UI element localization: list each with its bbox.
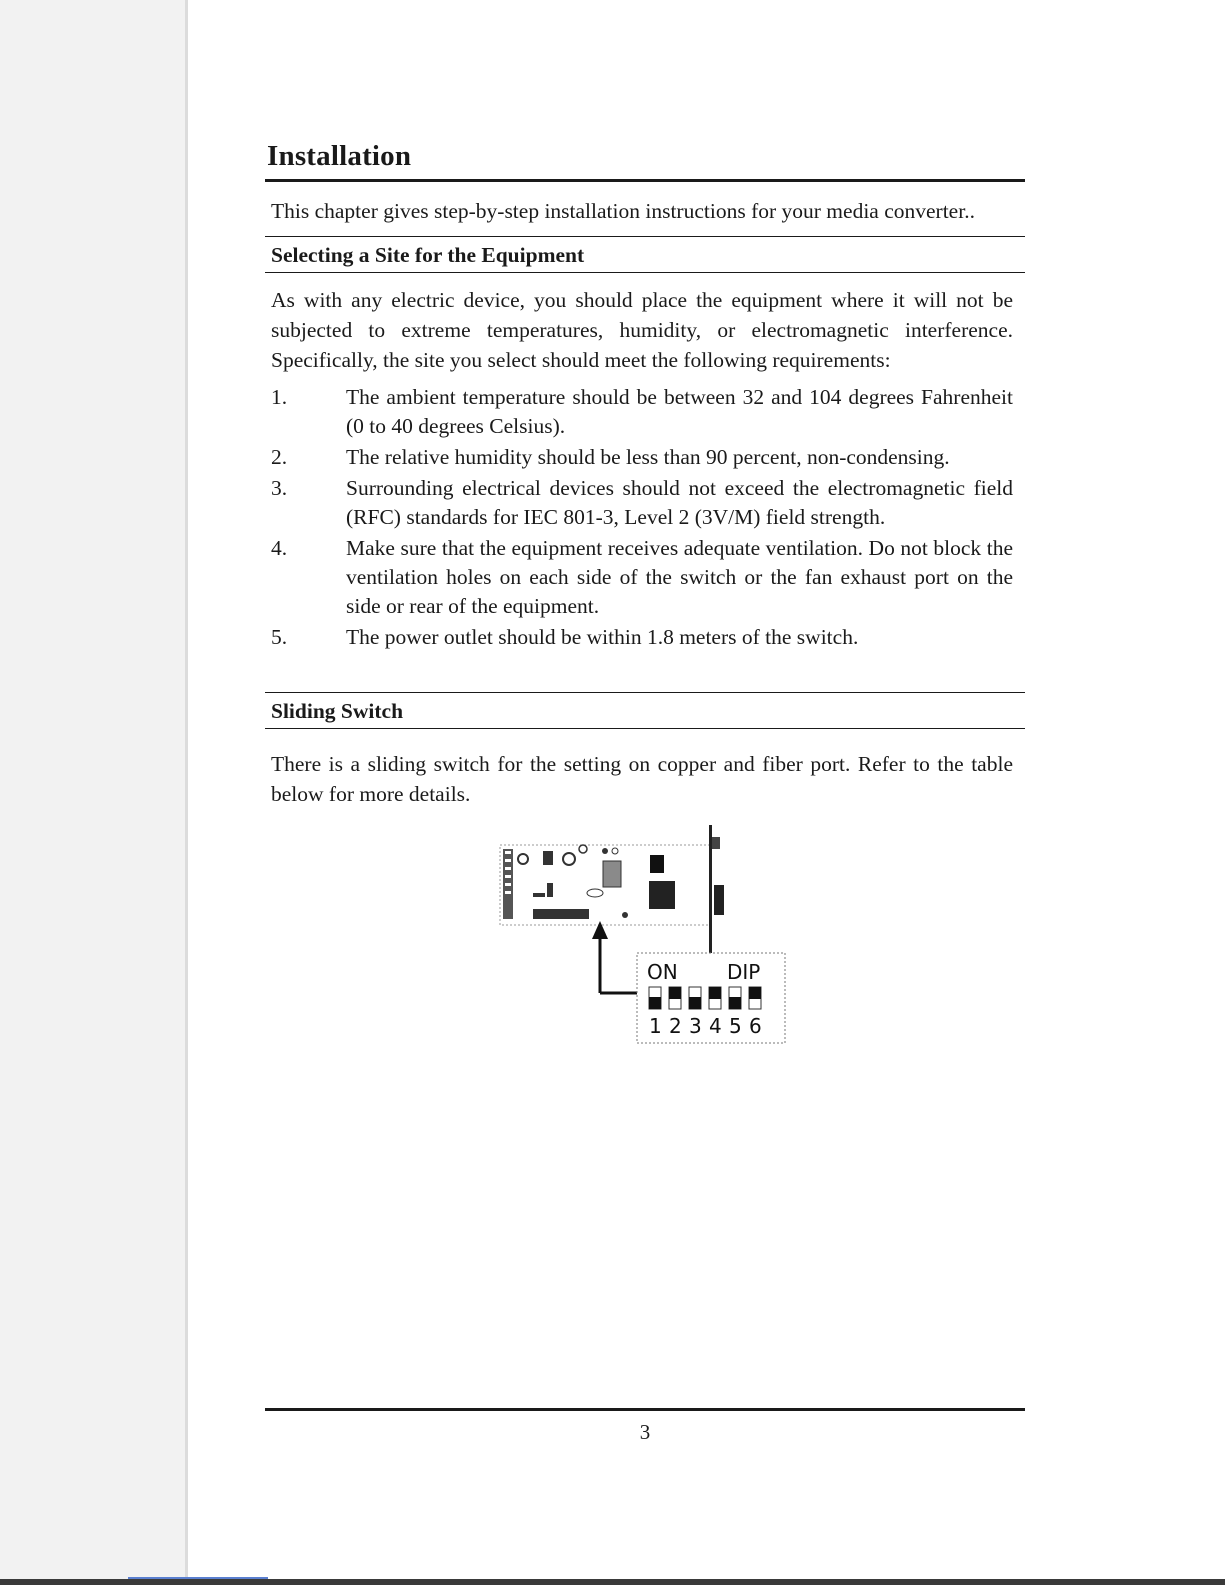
list-item [271, 383, 1013, 441]
document-page [265, 140, 1025, 1444]
section-rule-bottom [265, 272, 1025, 273]
bottom-scan-bar [0, 1579, 1225, 1585]
chip [603, 861, 621, 887]
list-item [271, 534, 1013, 621]
dip-number-5: 5 [729, 1014, 742, 1038]
network-card-illustration [265, 815, 1025, 1085]
left-gutter [0, 0, 185, 1585]
list-text: The ambient temperature should be between 32 and 104 degrees Fahrenheit (0 to 40 degrees Celsius). [346, 385, 1013, 438]
chip [650, 855, 664, 873]
list-text: Make sure that the equipment receives adequate ventilation. Do not block the ventilation holes on each side of the switch or the fan exhaust port on the side or rear of the equipment. [346, 536, 1013, 618]
list-text: The relative humidity should be less than 90 percent, non-condensing. [346, 445, 950, 469]
site-section-heading: Selecting a Site for the Equipment [271, 243, 585, 267]
list-item [271, 474, 1013, 532]
title-rule [265, 179, 1025, 182]
list-text: Surrounding electrical devices should not exceed the electromagnetic field (RFC) standards for IEC 801-3, Level 2 (3V/M) field strength. [346, 476, 1013, 529]
dip-number-3: 3 [689, 1014, 702, 1038]
section-rule-bottom [265, 728, 1025, 729]
mounting-bracket [709, 825, 712, 955]
gutter-edge [185, 0, 188, 1585]
dip-on-label: ON [647, 960, 678, 984]
switch-section-heading: Sliding Switch [271, 699, 404, 723]
dip-number-6: 6 [749, 1014, 762, 1038]
list-number: 4. [271, 536, 288, 560]
chapter-intro: This chapter gives step-by-step installation instructions for your media converter.. [271, 199, 975, 223]
list-item [271, 443, 1013, 472]
list-number: 1. [271, 385, 288, 409]
dip-title-label: DIP [727, 960, 761, 984]
list-number: 5. [271, 625, 288, 649]
port-connector [714, 885, 724, 915]
list-text: The power outlet should be within 1.8 meters of the switch. [346, 625, 859, 649]
switch-body: There is a sliding switch for the setting on copper and fiber port. Refer to the table below for more details. [271, 752, 1013, 806]
footer-rule [265, 1408, 1025, 1411]
page-number: 3 [639, 1420, 651, 1444]
card-dip-switch [533, 909, 589, 919]
list-number: 2. [271, 445, 288, 469]
requirements-list [271, 383, 1013, 652]
list-number: 3. [271, 476, 288, 500]
dip-number-4: 4 [709, 1014, 722, 1038]
chip [649, 881, 675, 909]
chapter-title: Installation [267, 140, 412, 172]
site-intro: As with any electric device, you should place the equipment where it will not be subjected to extreme temperatures, humidity, or electromagnetic interference. Specifically, the site you select should meet the following requirements: [271, 288, 1013, 372]
switch-figure [265, 815, 1025, 1085]
list-item [271, 623, 1013, 652]
dip-number-1: 1 [649, 1014, 662, 1038]
dip-number-2: 2 [669, 1014, 682, 1038]
